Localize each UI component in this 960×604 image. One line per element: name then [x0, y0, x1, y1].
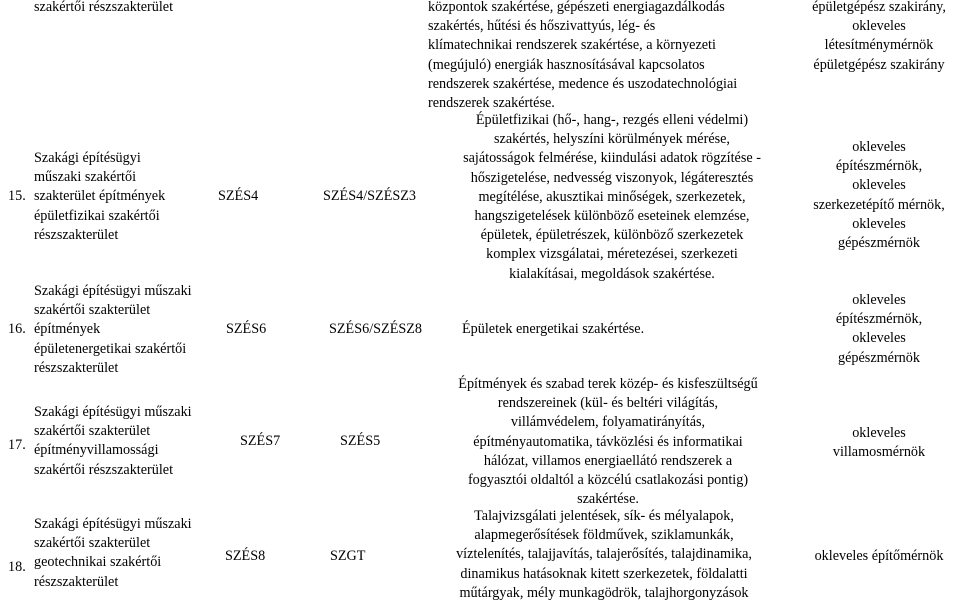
area-line: Szakági építésügyi műszaki [34, 516, 192, 532]
area-line: részszakterület [34, 573, 119, 590]
description-line: Épületek energetikai szakértése. [462, 321, 645, 337]
description-line: Építmények és szabad terek közép- és kisfeszültségű [458, 376, 758, 392]
description-cell [422, 111, 802, 284]
area-line: szakértői szakterület [34, 302, 151, 319]
qualification-line: okleveles [852, 139, 906, 155]
qualification-line: okleveles [852, 292, 906, 308]
row-number: 15. [8, 188, 26, 204]
description-line: sajátosságok felmérése, kiindulási adatok rögzítése - [463, 150, 761, 167]
row-number: 18. [8, 559, 26, 575]
qualification-line: okleveles [852, 18, 906, 35]
qualification-line: épületgépész szakirány, [812, 0, 946, 15]
description-line: építményautomatika, távközlési és informatikai [473, 433, 743, 450]
description-line: központok szakértése, gépészeti energiagazdálkodás [428, 0, 725, 15]
area-line: Szakági építésügyi [34, 150, 141, 166]
area-cell [34, 282, 234, 378]
description-line: Épületfizikai (hő-, hang-, rezgés elleni védelmi) [475, 112, 749, 128]
qualification-cell [798, 138, 960, 253]
code-cell: SZÉS8 [225, 548, 266, 564]
area-line: részszakterület [34, 226, 119, 243]
code-cell: SZÉS6 [226, 321, 267, 337]
qualification-line: épületgépész szakirány [813, 56, 945, 73]
description-line: Talajvizsgálati jelentések, sík- és mélyalapok, [474, 508, 734, 524]
qualification-line: létesítménymérnök [824, 37, 934, 54]
description-line: műtárgyak, mély munkagödrök, talajhorgonyzások [459, 584, 749, 601]
qualification-line: építészmérnök, [835, 311, 923, 328]
qualification-line: okleveles építőmérnök [814, 548, 944, 564]
description-line: klímatechnikai rendszerek szakértése, a környezeti [428, 37, 716, 54]
area-line: építmények [34, 321, 101, 338]
area-line: Szakági építésügyi műszaki [34, 404, 192, 420]
area-cell [34, 149, 234, 245]
reference-code-cell: SZÉS4/SZÉSZ3 [323, 188, 417, 204]
description-cell [418, 375, 798, 509]
description-cell [428, 0, 808, 113]
area-line: szakértői részszakterület [34, 461, 174, 478]
description-line: kialakításai, megoldások szakértése. [509, 265, 715, 282]
qualification-line: okleveles [852, 215, 906, 232]
area-line: műszaki szakértői [34, 169, 137, 186]
row-number: 16. [8, 321, 26, 337]
reference-code-cell: SZÉS6/SZÉSZ8 [329, 321, 423, 337]
qualification-line: villamosmérnök [832, 444, 926, 461]
area-line: építményvillamossági [34, 442, 159, 459]
area-cell [34, 0, 234, 17]
qualification-cell [798, 424, 960, 462]
qualification-line: gépészmérnök [838, 349, 920, 366]
description-line: rendszereinek (kül- és beltéri világítás, [497, 395, 719, 412]
qualification-cell [798, 0, 960, 75]
description-line: szakértés, helyszíni körülmények mérése, [494, 131, 730, 148]
qualification-cell [798, 291, 960, 368]
reference-code-cell: SZGT [330, 548, 366, 564]
qualification-line: okleveles [852, 177, 906, 194]
description-line: szakértés, hűtési és hőszivattyús, lég- és [428, 18, 656, 35]
description-line: rendszerek szakértése, medence és uszodatechnológiai [428, 75, 738, 92]
description-line: fogyasztói oldaltól a közcélú csatlakozási pontig) [467, 472, 749, 489]
qualification-line: okleveles [852, 425, 906, 441]
description-line: villámvédelem, folyamatirányítás, [510, 414, 706, 431]
qualification-line: okleveles [852, 330, 906, 347]
row-number: 17. [8, 437, 26, 453]
description-cell [462, 320, 842, 339]
area-line: szakértői szakterület [34, 535, 151, 552]
description-line: rendszerek szakértése. [428, 95, 555, 112]
description-line: hőszigetelése, nedvesség viszonyok, légáteresztés [470, 169, 754, 186]
description-line: víztelenítés, talajjavítás, talajerősítés, talajdinamika, [456, 546, 752, 563]
area-line: részszakterület [34, 359, 119, 376]
area-line: épületfizikai szakértői [34, 207, 160, 224]
qualification-line: szerkezetépítő mérnök, [813, 196, 945, 213]
description-cell [414, 507, 794, 603]
description-line: hálózat, villamos energiaellátó rendszerek a [483, 452, 733, 469]
qualification-line: gépészmérnök [838, 235, 920, 252]
code-cell: SZÉS7 [240, 433, 281, 449]
reference-code-cell: SZÉS5 [340, 433, 381, 449]
description-line: épületek, épületrészek, különböző szerkezetek [480, 227, 744, 244]
area-cell [34, 403, 234, 480]
qualification-line: építészmérnök, [835, 158, 923, 175]
area-line: szakterület építmények [34, 188, 166, 205]
area-line: szakértői szakterület [34, 423, 151, 440]
area-cell [34, 515, 234, 592]
description-line: dinamikus hatásoknak kitett szerkezetek, földalatti [460, 565, 748, 582]
description-line: (megújuló) energiák hasznosításával kapcsolatos [428, 56, 705, 73]
description-line: komplex vizsgálatai, méretezései, szerkezeti [486, 246, 738, 263]
area-line: Szakági építésügyi műszaki [34, 283, 192, 299]
area-line: geotechnikai szakértői [34, 554, 162, 571]
area-line: szakértői részszakterület [34, 0, 174, 15]
description-line: alapmegerősítések földművek, sziklamunkák, [474, 527, 734, 544]
description-line: hangszigetelések különböző eseteinek elemzése, [474, 208, 750, 225]
area-line: épületenergetikai szakértői [34, 340, 187, 357]
code-cell: SZÉS4 [218, 188, 259, 204]
description-line: szakértése. [577, 491, 639, 508]
qualification-cell [798, 547, 960, 566]
description-line: megítélése, akusztikai minőségek, szerkezetek, [478, 188, 746, 205]
